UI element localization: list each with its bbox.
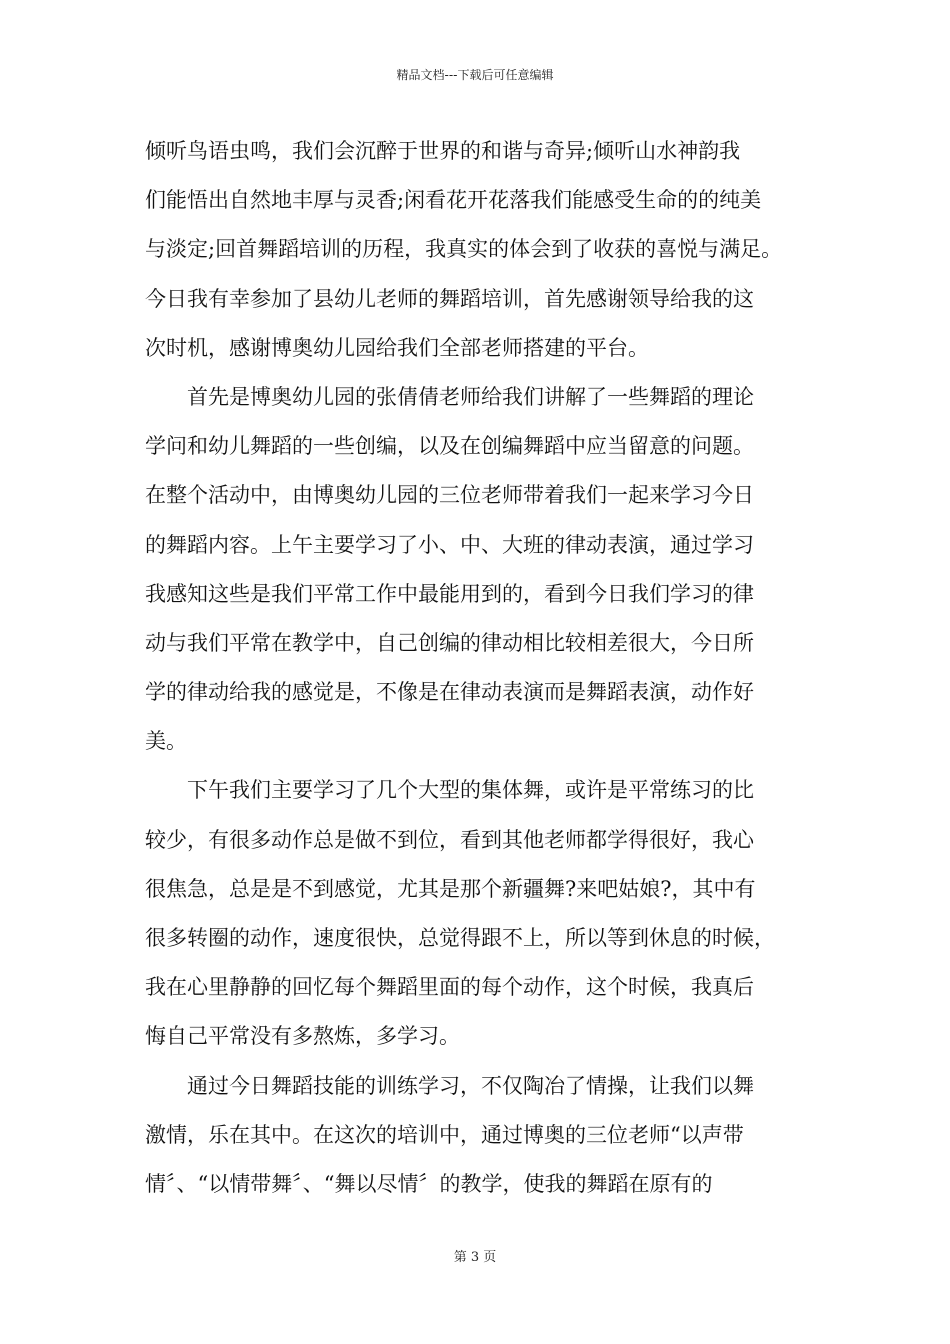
text-line: 学的律动给我的感觉是，不像是在律动表演而是舞蹈表演，动作好 — [145, 680, 754, 705]
text-line: 悔自己平常没有多熬炼，多学习。 — [145, 1024, 460, 1049]
text-line: 次时机，感谢博奥幼儿园给我们全部老师搭建的平台。 — [145, 335, 649, 360]
text-line: 的舞蹈内容。上午主要学习了小、中、大班的律动表演，通过学习 — [145, 532, 754, 557]
text-line: 在整个活动中，由博奥幼儿园的三位老师带着我们一起来学习今日 — [145, 483, 754, 508]
text-line: 情〞、“以情带舞〞、“舞以尽情〞的教学，使我的舞蹈在原有的 — [145, 1171, 713, 1196]
text-line: 我感知这些是我们平常工作中最能用到的，看到今日我们学习的律 — [145, 581, 754, 606]
text-line: 下午我们主要学习了几个大型的集体舞，或许是平常练习的比 — [145, 778, 754, 803]
text-line: 我在心里静静的回忆每个舞蹈里面的每个动作，这个时候，我真后 — [145, 975, 754, 1000]
text-line: 学问和幼儿舞蹈的一些创编，以及在创编舞蹈中应当留意的问题。 — [145, 434, 754, 459]
text-line: 今日我有幸参加了县幼儿老师的舞蹈培训，首先感谢领导给我的这 — [145, 286, 754, 311]
text-line: 们能悟出自然地丰厚与灵香;闲看花开花落我们能感受生命的的纯美 — [145, 188, 762, 213]
page-header: 精品文档---下载后可任意编辑 — [396, 68, 554, 82]
text-line: 动与我们平常在教学中，自己创编的律动相比较相差很大，今日所 — [145, 630, 754, 655]
text-line: 与淡定;回首舞蹈培训的历程，我真实的体会到了收获的喜悦与满足。 — [145, 237, 783, 262]
text-line: 通过今日舞蹈技能的训练学习，不仅陶冶了情操，让我们以舞 — [145, 1073, 754, 1098]
body-text — [145, 127, 820, 1209]
text-line: 较少，有很多动作总是做不到位，看到其他老师都学得很好，我心 — [145, 827, 754, 852]
text-line: 很多转圈的动作，速度很快，总觉得跟不上，所以等到休息的时候， — [145, 926, 775, 950]
text-line: 激情，乐在其中。在这次的培训中，通过博奥的三位老师“以声带 — [145, 1122, 744, 1147]
page-number: 第 3 页 — [453, 1250, 497, 1265]
text-line: 很焦急，总是是不到感觉，尤其是那个新疆舞?来吧姑娘?，其中有 — [145, 876, 756, 901]
text-line: 首先是博奥幼儿园的张倩倩老师给我们讲解了一些舞蹈的理论 — [145, 384, 754, 409]
text-line: 美。 — [145, 729, 187, 754]
text-line: 倾听鸟语虫鸣，我们会沉醉于世界的和谐与奇异;倾听山水神韵我 — [145, 139, 741, 163]
